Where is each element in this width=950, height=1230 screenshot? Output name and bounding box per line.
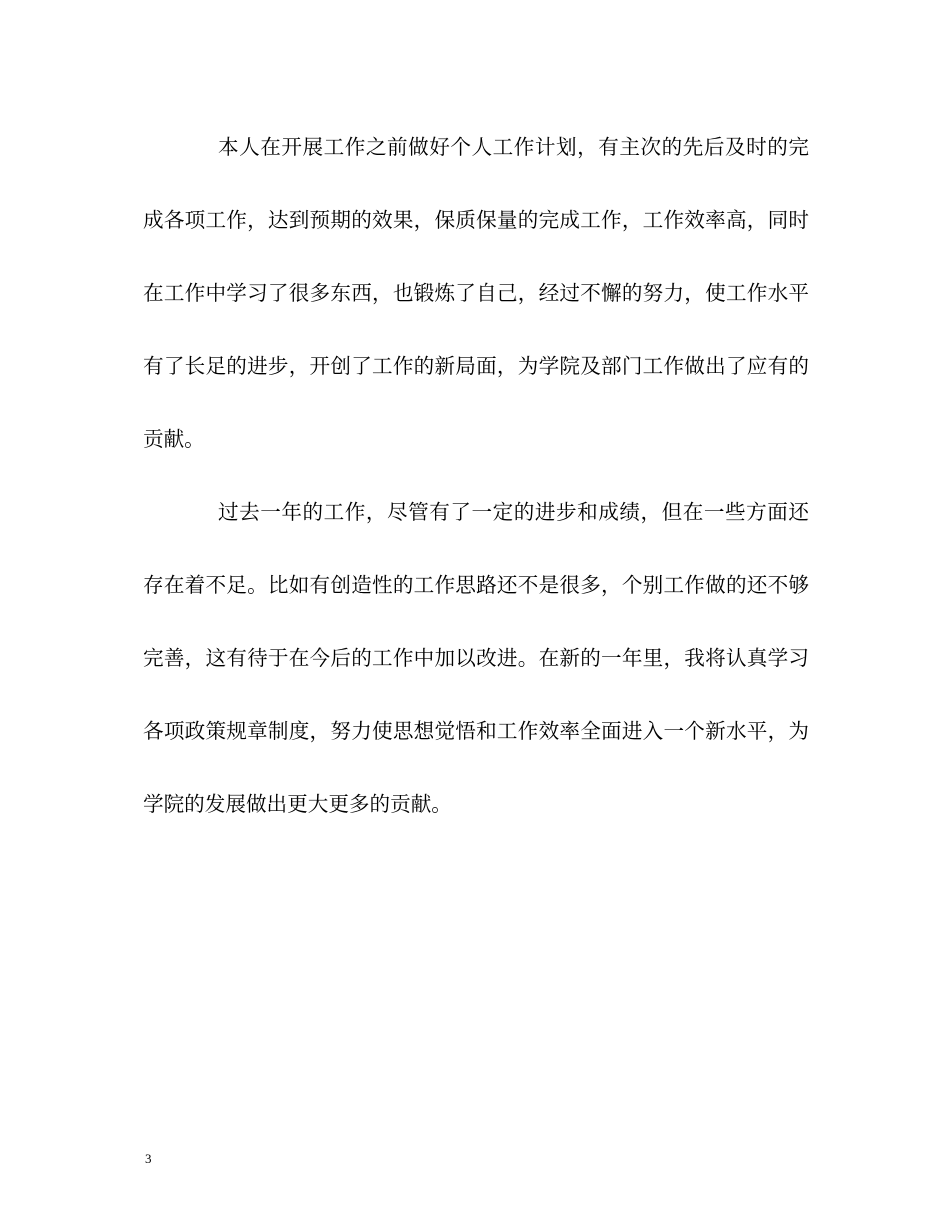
paragraph-work-summary: 本人在开展工作之前做好个人工作计划，有主次的先后及时的完成各项工作，达到预期的效果，保质保量的完成工作，工作效率高，同时在工作中学习了很多东西，也锻炼了自己，经过不懈的努力，使工作水平有了长足的进步，开创了工作的新局面，为学院及部门工作做出了应有的贡献。 [143,135,809,451]
document-body [143,111,809,841]
paragraph-shortcomings-and-plans: 过去一年的工作，尽管有了一定的进步和成绩，但在一些方面还存在着不足。比如有创造性的工作思路还不是很多，个别工作做的还不够完善，这有待于在今后的工作中加以改进。在新的一年里，我将认真学习各项政策规章制度，努力使思想觉悟和工作效率全面进入一个新水平，为学院的发展做出更大更多的贡献。 [143,500,809,816]
page-number: 3 [145,1151,152,1166]
